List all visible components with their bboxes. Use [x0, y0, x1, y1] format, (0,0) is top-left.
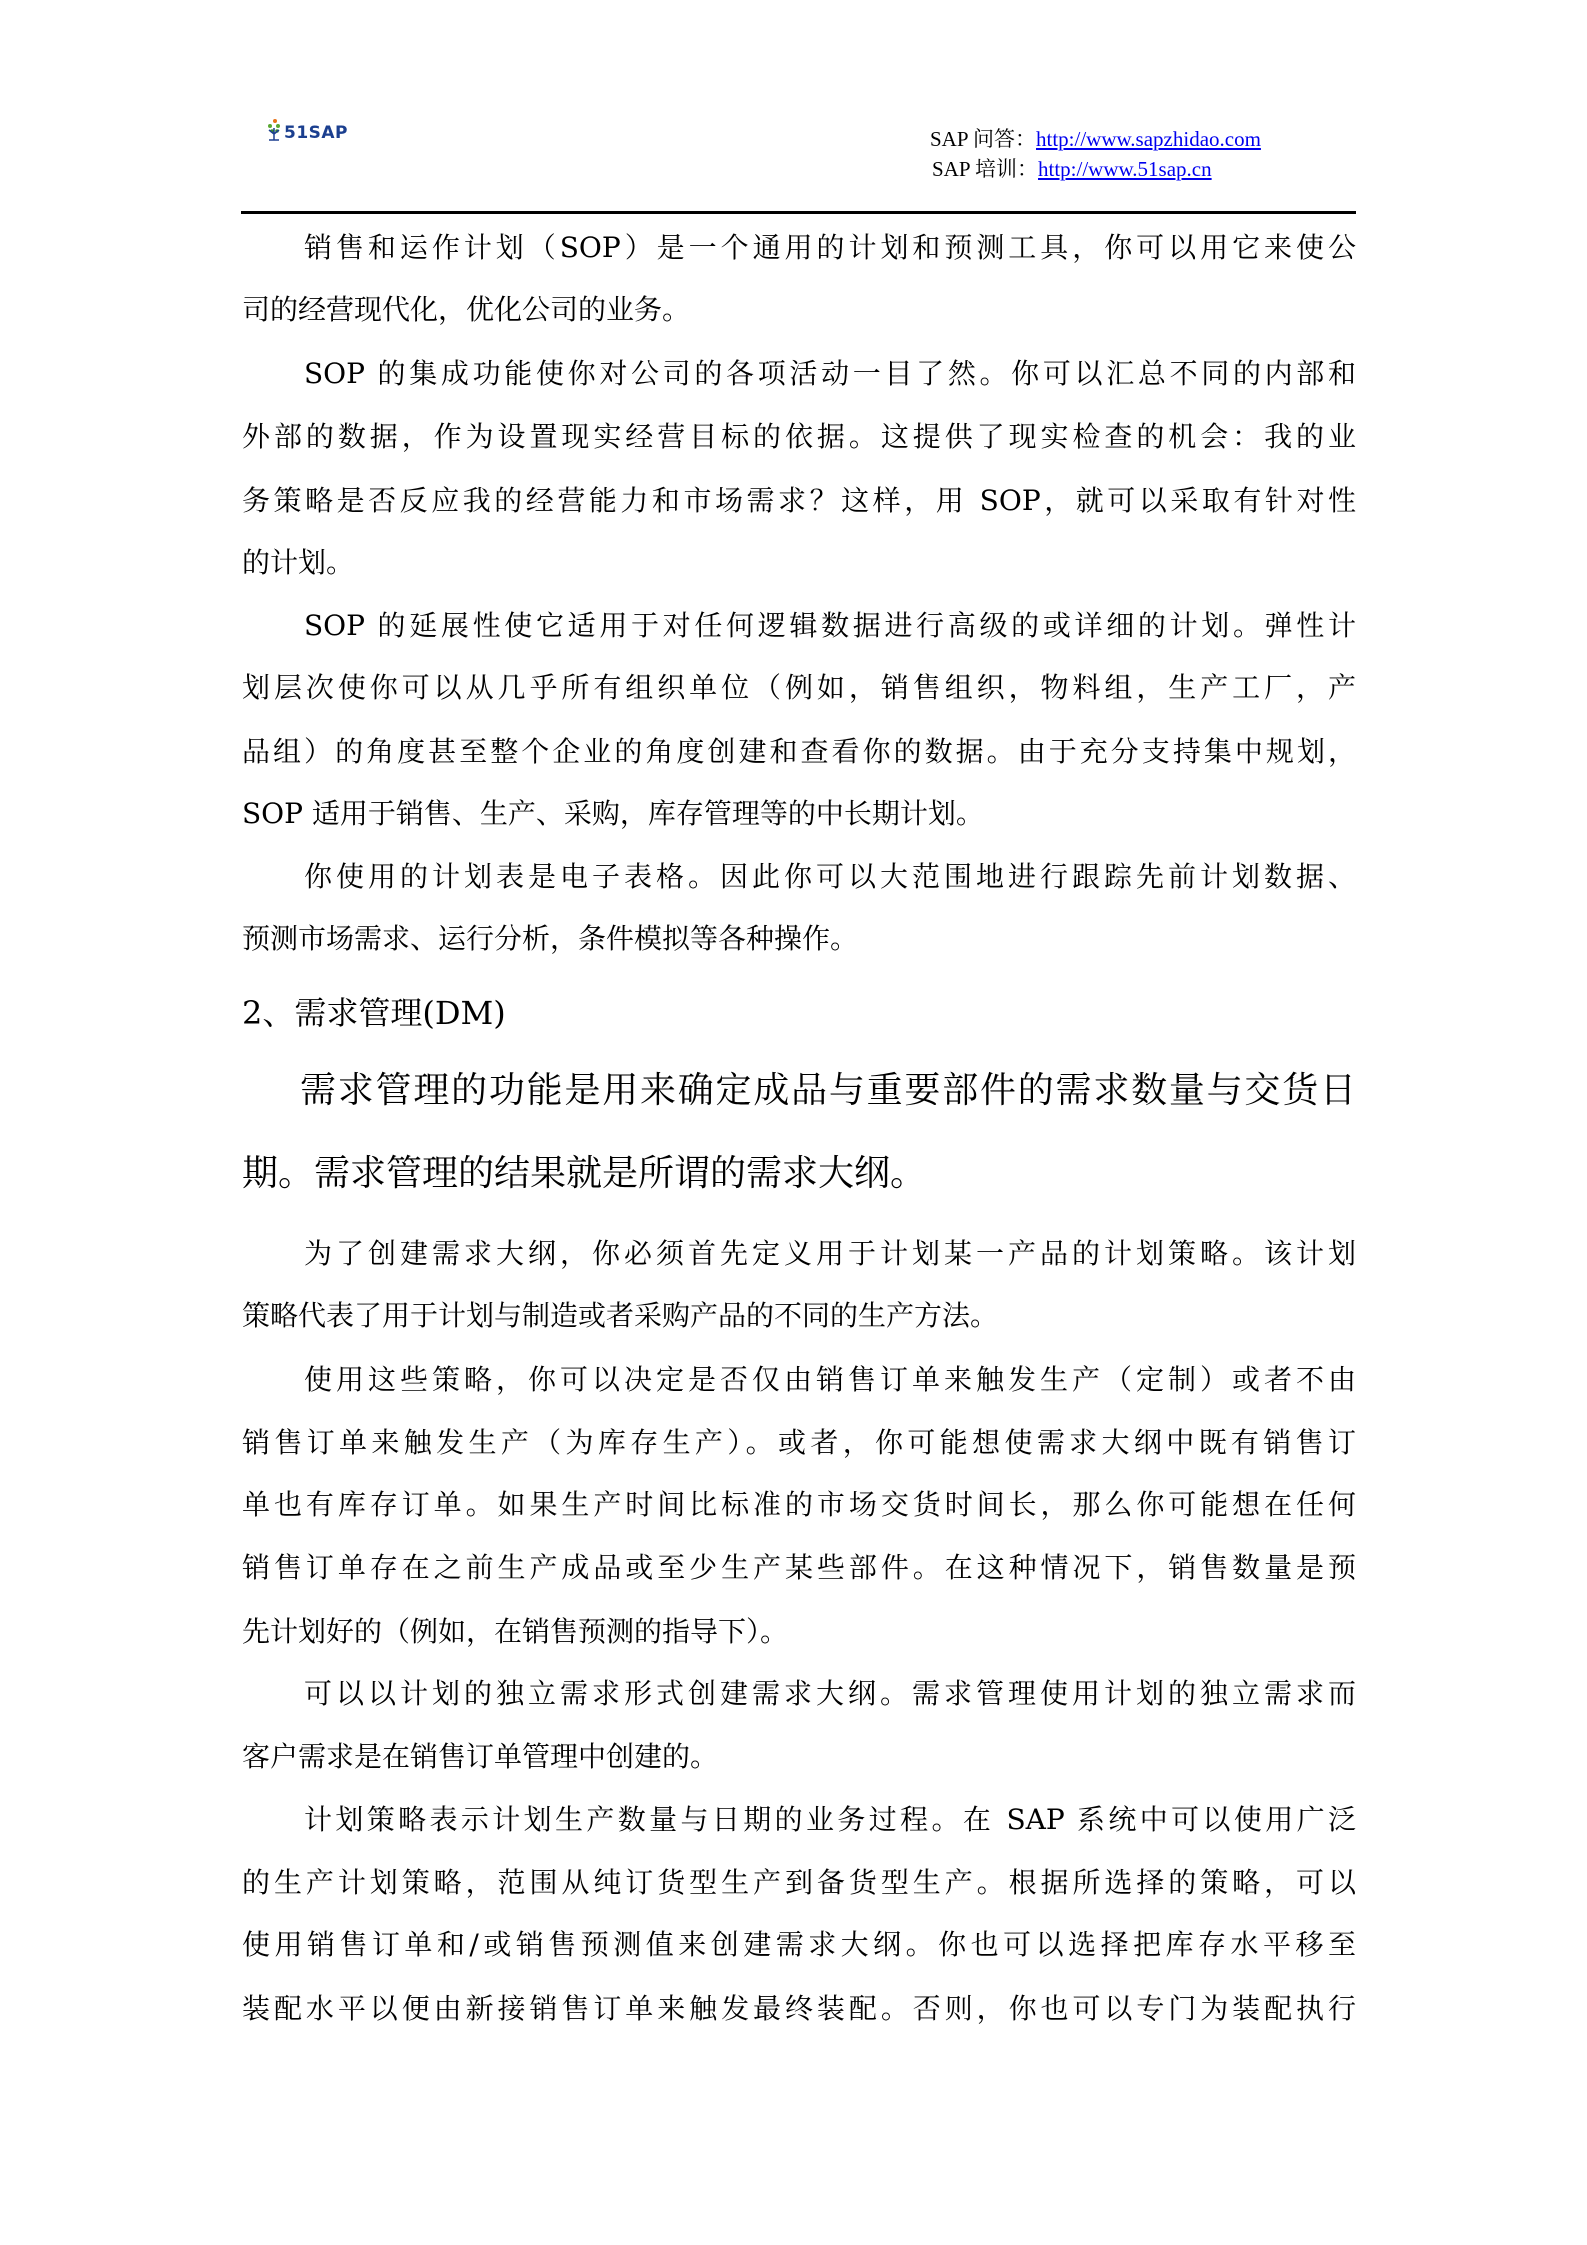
paragraph-line: 单也有库存订单。如果生产时间比标准的市场交货时间长，那么你可能想在任何	[242, 1488, 1356, 1521]
paragraph-line: 客户需求是在销售订单管理中创建的。	[242, 1740, 719, 1773]
paragraph-line: 为了创建需求大纲，你必须首先定义用于计划某一产品的计划策略。该计划	[304, 1237, 1356, 1270]
paragraph-line: SOP 适用于销售、生产、采购，库存管理等的中长期计划。	[242, 797, 984, 830]
paragraph-line: 计划策略表示计划生产数量与日期的业务过程。在 SAP 系统中可以使用广泛	[304, 1803, 1356, 1836]
qa-link[interactable]: http://www.sapzhidao.com	[1036, 127, 1261, 151]
paragraph-line: 司的经营现代化，优化公司的业务。	[242, 293, 691, 326]
paragraph-line: 务策略是否反应我的经营能力和市场需求？这样，用 SOP，就可以采取有针对性	[242, 484, 1356, 517]
qa-label: SAP 问答：	[930, 127, 1036, 151]
paragraph-line: SOP 的延展性使它适用于对任何逻辑数据进行高级的或详细的计划。弹性计	[304, 609, 1356, 642]
paragraph-line: 预测市场需求、运行分析，条件模拟等各种操作。	[242, 922, 859, 955]
paragraph-line: 先计划好的（例如，在销售预测的指导下）。	[242, 1615, 789, 1648]
tree-logo-icon	[266, 118, 282, 142]
intro-paragraph-line: 需求管理的功能是用来确定成品与重要部件的需求数量与交货日	[300, 1070, 1356, 1111]
header-divider	[241, 211, 1356, 214]
paragraph-line: 划层次使你可以从几乎所有组织单位（例如，销售组织，物料组，生产工厂，产	[242, 671, 1356, 704]
paragraph-line: 策略代表了用于计划与制造或者采购产品的不同的生产方法。	[242, 1299, 999, 1332]
training-link[interactable]: http://www.51sap.cn	[1038, 157, 1212, 181]
logo-text: 51SAP	[284, 123, 349, 143]
paragraph-line: 装配水平以便由新接销售订单来触发最终装配。否则，你也可以专门为装配执行	[242, 1992, 1356, 2025]
paragraph-line: 销售订单来触发生产（为库存生产）。或者，你可能想使需求大纲中既有销售订	[242, 1426, 1356, 1459]
intro-paragraph-line: 期。需求管理的结果就是所谓的需求大纲。	[242, 1153, 927, 1194]
section-heading: 2、需求管理(DM)	[242, 994, 506, 1032]
paragraph-line: 外部的数据，作为设置现实经营目标的依据。这提供了现实检查的机会：我的业	[242, 420, 1356, 453]
paragraph-line: 可以以计划的独立需求形式创建需求大纲。需求管理使用计划的独立需求而	[304, 1677, 1356, 1710]
paragraph-line: 的生产计划策略，范围从纯订货型生产到备货型生产。根据所选择的策略，可以	[242, 1866, 1356, 1899]
paragraph-line: 销售订单存在之前生产成品或至少生产某些部件。在这种情况下，销售数量是预	[242, 1551, 1356, 1584]
paragraph-line: 使用销售订单和/或销售预测值来创建需求大纲。你也可以选择把库存水平移至	[242, 1928, 1356, 1961]
paragraph-line: SOP 的集成功能使你对公司的各项活动一目了然。你可以汇总不同的内部和	[304, 357, 1356, 390]
site-logo	[266, 118, 348, 142]
paragraph-line: 品组）的角度甚至整个企业的角度创建和查看你的数据。由于充分支持集中规划，	[242, 735, 1356, 768]
paragraph-line: 使用这些策略，你可以决定是否仅由销售订单来触发生产（定制）或者不由	[304, 1363, 1356, 1396]
paragraph-line: 销售和运作计划（SOP）是一个通用的计划和预测工具，你可以用它来使公	[304, 231, 1356, 264]
training-line	[932, 156, 1212, 182]
paragraph-line: 的计划。	[242, 546, 355, 579]
qa-line	[930, 126, 1261, 152]
paragraph-line: 你使用的计划表是电子表格。因此你可以大范围地进行跟踪先前计划数据、	[304, 860, 1356, 893]
training-label: SAP 培训：	[932, 157, 1038, 181]
